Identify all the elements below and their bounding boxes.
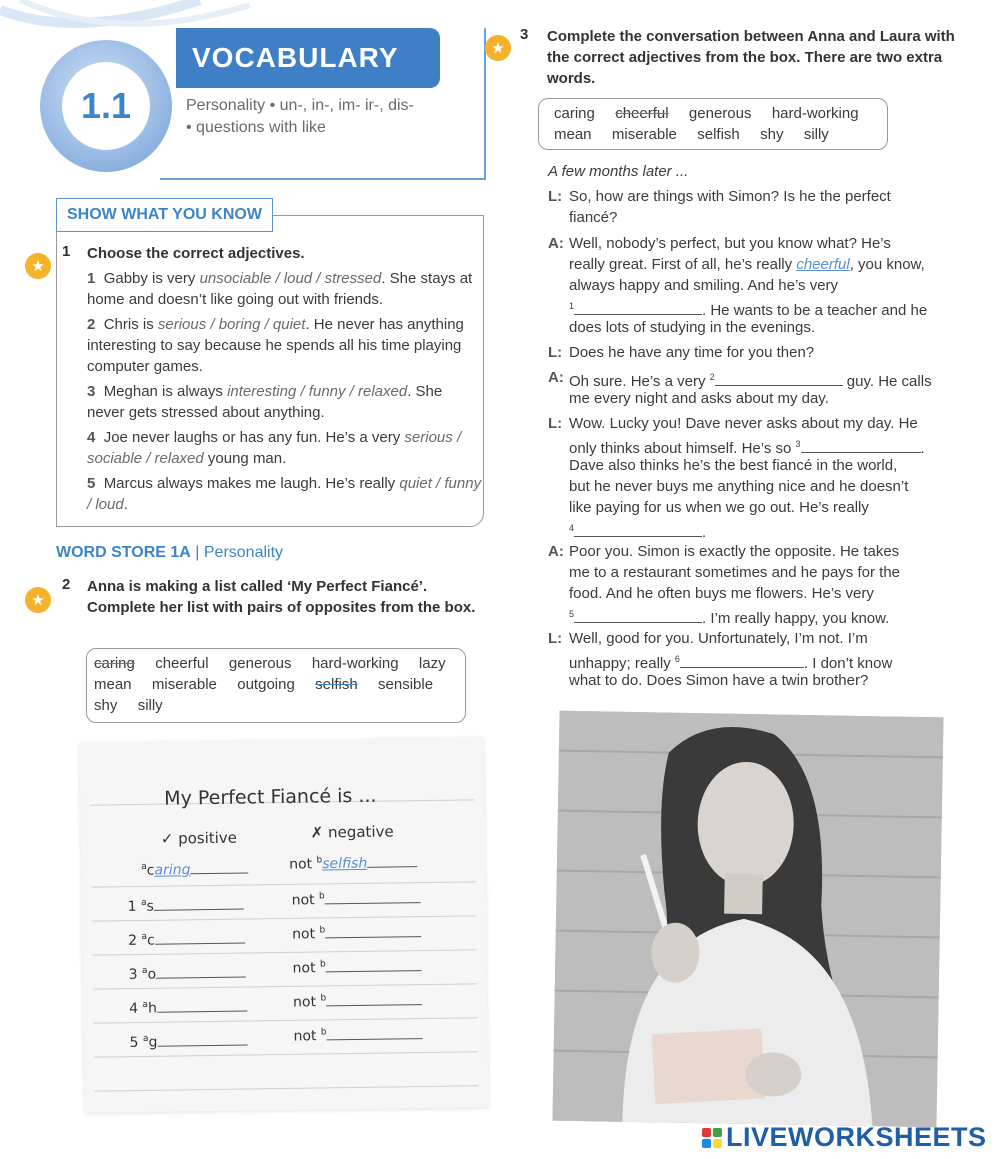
answer-blank[interactable] — [157, 1044, 247, 1046]
notepad-row: 4 $^a$h — [129, 999, 247, 1017]
example-answer: cheerful — [796, 256, 850, 273]
speaker-anna: A: — [548, 235, 564, 252]
answer-blank[interactable] — [326, 1004, 422, 1006]
word-box-line: shy silly — [94, 697, 163, 714]
topic-line-1: Personality • un-, in-, im- ir-, dis- — [186, 97, 414, 114]
notepad-row: 5 $^a$g — [130, 1033, 248, 1051]
answer-blank[interactable] — [574, 608, 702, 623]
adjective-options[interactable]: serious / sociable / relaxed — [87, 429, 462, 467]
speaker-laura: L: — [548, 188, 563, 205]
dialogue-line: Well, good for you. Unfortunately, I’m not. I’m — [569, 630, 868, 647]
word-box-line: mean miserable outgoing selfish sensible — [94, 676, 434, 693]
star-icon: ★ — [25, 587, 51, 613]
dialogue-line: only thinks about himself. He’s so $^3$ . — [569, 439, 925, 457]
dialogue-line: like paying for us when we go out. He’s really — [569, 499, 869, 516]
notepad-row-negative: not $^b$ — [293, 1026, 422, 1044]
speaker-anna: A: — [548, 543, 564, 560]
dialogue-line: me every night and asks about my day. — [569, 390, 829, 407]
logo-icon — [702, 1128, 722, 1148]
dialogue-line: $^4$ . — [569, 523, 707, 541]
answer-blank[interactable] — [325, 936, 421, 938]
exercise-1-item: 3 Meghan is always interesting / funny / relaxed. She never gets stressed about anything. — [87, 383, 443, 421]
liveworksheets-logo — [702, 1122, 987, 1153]
exercise-1-item: 1 Gabby is very unsociable / loud / stressed. She stays at home and doesn’t like going out with friends. — [87, 270, 473, 308]
answer-blank[interactable] — [574, 522, 702, 537]
answer-blank[interactable] — [155, 942, 245, 944]
show-what-you-know-title: SHOW WHAT YOU KNOW — [56, 198, 273, 232]
notepad-row-negative: not $^b$ — [292, 958, 421, 976]
notepad-row: 2 $^a$c — [128, 931, 245, 949]
answer-blank[interactable] — [574, 300, 702, 315]
notepad-row: 3 $^a$o — [129, 965, 247, 983]
column-positive: ✓ positive — [160, 828, 238, 848]
notepad-row-negative: not $^b$ — [293, 992, 422, 1010]
adjective-options[interactable]: quiet / funny / loud — [87, 475, 482, 513]
header-divider — [160, 178, 486, 180]
answer-blank[interactable] — [715, 371, 843, 386]
answer-blank[interactable] — [154, 908, 244, 910]
notepad-row: 1 $^a$s — [128, 897, 244, 915]
answer-blank[interactable] — [157, 1010, 247, 1012]
dialogue-line: unhappy; really $^6$ . I don’t know — [569, 654, 893, 672]
dialogue-intro: A few months later ... — [548, 163, 689, 180]
star-icon: ★ — [485, 35, 511, 61]
photo-illustration — [552, 711, 943, 1128]
answer-blank[interactable] — [327, 1038, 423, 1040]
adjective-options[interactable]: serious / boring / quiet — [157, 316, 306, 333]
example-negative: not $^b$selfish — [289, 854, 417, 872]
dialogue-line: $^5$ . I’m really happy, you know. — [569, 609, 890, 627]
exercise-1-item: 2 Chris is serious / boring / quiet. He never has anything interesting to say because he spends all his time playing computer games. — [87, 316, 464, 375]
unit-number: 1.1 — [62, 62, 150, 150]
dialogue-line: So, how are things with Simon? Is he the perfect — [569, 188, 891, 205]
dialogue-line: really great. First of all, he’s really cheerful, you know, — [569, 256, 925, 273]
speaker-laura: L: — [548, 630, 563, 647]
dialogue-line: food. And he often buys me flowers. He’s very — [569, 585, 874, 602]
answer-blank[interactable] — [801, 438, 921, 453]
dialogue-line: $^1$ . He wants to be a teacher and he — [569, 301, 928, 319]
dialogue-line: Well, nobody’s perfect, but you know what? He’s — [569, 235, 891, 252]
adjective-options[interactable]: unsociable / loud / stressed — [199, 270, 382, 287]
notepad-row-negative: not $^b$ — [292, 924, 421, 942]
dialogue-line: Poor you. Simon is exactly the opposite. He takes — [569, 543, 900, 560]
answer-blank[interactable] — [680, 653, 804, 668]
dialogue-line: Oh sure. He’s a very $^2$ guy. He calls — [569, 372, 932, 390]
dialogue-line: what to do. Does Simon have a twin brother? — [569, 672, 869, 689]
example-positive: $^a$caring — [141, 860, 248, 878]
speaker-anna: A: — [548, 369, 564, 386]
star-icon: ★ — [25, 253, 51, 279]
dialogue-line: but he never buys me anything nice and he doesn’t — [569, 478, 909, 495]
exercise-1-number: 1 — [62, 243, 71, 260]
exercise-2-number: 2 — [62, 576, 71, 593]
dialogue-line: Wow. Lucky you! Dave never asks about my day. He — [569, 415, 918, 432]
word-box-line: mean miserable selfish shy silly — [554, 126, 829, 143]
exercise-2-instruction: Anna is making a list called ‘My Perfect Fiancé’. Complete her list with pairs of opposites from the box. — [87, 578, 476, 616]
dialogue-line: me to a restaurant sometimes and he pays for the — [569, 564, 901, 581]
adjective-options[interactable]: interesting / funny / relaxed — [227, 383, 408, 400]
answer-blank[interactable] — [156, 976, 246, 978]
exercise-1-instruction: Choose the correct adjectives. — [87, 245, 305, 262]
exercise-3-instruction: Complete the conversation between Anna and Laura with the correct adjectives from the box. There are two extra words. — [547, 28, 955, 87]
speaker-laura: L: — [548, 344, 563, 361]
column-negative: ✗ negative — [310, 822, 394, 842]
dialogue-line: fiancé? — [569, 209, 618, 226]
exercise-3-number: 3 — [520, 26, 529, 43]
word-box-line: caring cheerful generous hard-working lazy — [94, 655, 446, 672]
woman-photo — [552, 711, 943, 1128]
speaker-laura: L: — [548, 415, 563, 432]
dialogue-line: Does he have any time for you then? — [569, 344, 815, 361]
dialogue-line: does lots of studying in the evenings. — [569, 319, 815, 336]
section-title: VOCABULARY — [176, 28, 440, 88]
dialogue-line: Dave also thinks he’s the best fiancé in the world, — [569, 457, 898, 474]
logo-text: LIVEWORKSHEETS — [726, 1122, 987, 1152]
dialogue-line: always happy and smiling. And he’s very — [569, 277, 839, 294]
word-box-line: caring cheerful generous hard-working — [554, 105, 859, 122]
notepad-row-negative: not $^b$ — [292, 890, 421, 908]
notepad-title: My Perfect Fiancé is ... — [164, 784, 377, 810]
exercise-1-item: 5 Marcus always makes me laugh. He’s really quiet / funny / loud. — [87, 475, 482, 513]
exercise-1-item: 4 Joe never laughs or has any fun. He’s a very serious / sociable / relaxed young man. — [87, 429, 462, 467]
answer-blank[interactable] — [325, 902, 421, 904]
notepad — [79, 737, 488, 1113]
word-store-title: WORD STORE 1A | Personality — [56, 544, 284, 561]
topic-line-2: • questions with like — [186, 119, 326, 136]
answer-blank[interactable] — [326, 970, 422, 972]
